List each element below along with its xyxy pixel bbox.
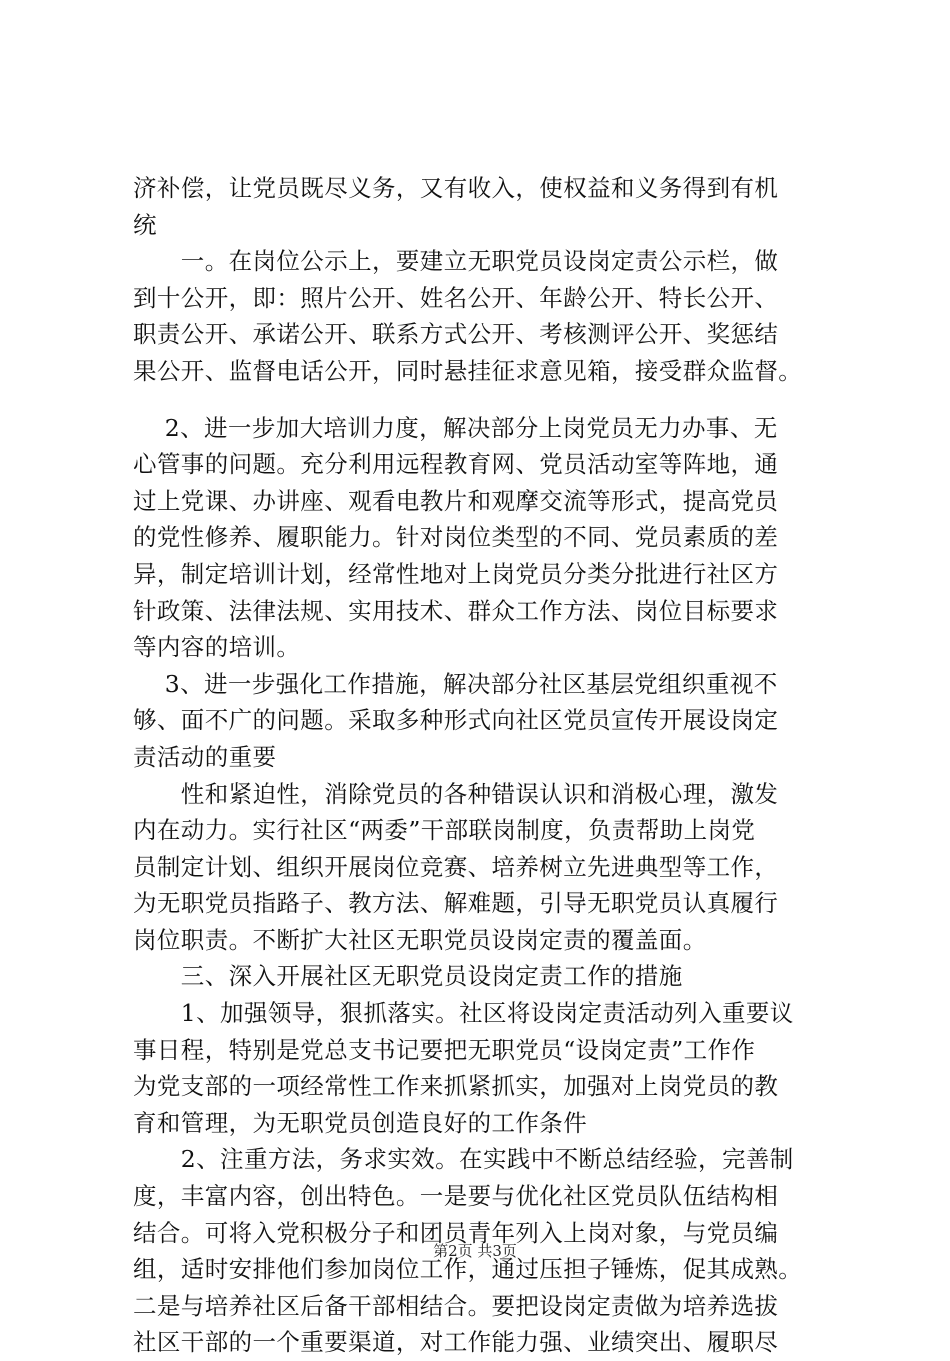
text-line: 1、加强领导，狠抓落实。社区将设岗定责活动列入重要议 [133, 999, 794, 1028]
text-line: 心管事的问题。充分利用远程教育网、党员活动室等阵地，通 [133, 450, 779, 479]
text-line: 度，丰富内容，创出特色。一是要与优化社区党员队伍结构相 [133, 1182, 779, 1211]
paragraph-gap [133, 390, 853, 410]
text-line: 岗位职责。不断扩大社区无职党员设岗定责的覆盖面。 [133, 925, 707, 954]
text-line: 济补偿，让党员既尽义务，又有收入，使权益和义务得到有机 [133, 174, 779, 202]
text-line: 果公开、监督电话公开，同时悬挂征求意见箱，接受群众监督。 [133, 356, 803, 385]
text-line: 三、深入开展社区无职党员设岗定责工作的措施 [133, 962, 683, 991]
text-line: 2、进一步加大培训力度，解决部分上岗党员无力办事、无 [133, 413, 778, 442]
text-line: 结合。可将入党积极分子和团员青年列入上岗对象，与党员编 [133, 1218, 779, 1247]
text-line: 等内容的培训。 [133, 633, 301, 662]
text-line: 组，适时安排他们参加岗位工作，通过压担子锤炼，促其成熟。 [133, 1255, 803, 1284]
text-line: 为党支部的一项经常性工作来抓紧抓实，加强对上岗党员的教 [133, 1072, 779, 1101]
text-line: 员制定计划、组织开展岗位竞赛、培养树立先进典型等工作， [133, 852, 779, 881]
text-line: 责活动的重要 [133, 742, 277, 771]
text-line: 育和管理，为无职党员创造良好的工作条件 [133, 1108, 588, 1137]
text-line: 2、注重方法，务求实效。在实践中不断总结经验，完善制 [133, 1145, 794, 1174]
text-line: 二是与培养社区后备干部相结合。要把设岗定责做为培养选拔 [133, 1291, 779, 1320]
text-line: 社区干部的一个重要渠道，对工作能力强、业绩突出、履职尽 [133, 1328, 779, 1357]
text-line: 统 [133, 210, 157, 239]
text-line: 的党性修养、履职能力。针对岗位类型的不同、党员素质的差 [133, 523, 779, 552]
text-line: 3、进一步强化工作措施，解决部分社区基层党组织重视不 [133, 669, 778, 698]
text-line: 异，制定培训计划，经常性地对上岗党员分类分批进行社区方 [133, 559, 779, 588]
text-line: 到十公开，即：照片公开、姓名公开、年龄公开、特长公开、 [133, 283, 779, 312]
text-line: 过上党课、办讲座、观看电教片和观摩交流等形式，提高党员 [133, 486, 779, 515]
text-line: 针政策、法律法规、实用技术、群众工作方法、岗位目标要求 [133, 596, 779, 625]
text-line: 内在动力。实行社区“两委”干部联岗制度，负责帮助上岗党 [133, 816, 756, 845]
text-line: 职责公开、承诺公开、联系方式公开、考核测评公开、奖惩结 [133, 320, 779, 349]
text-line: 够、面不广的问题。采取多种形式向社区党员宣传开展设岗定 [133, 706, 779, 735]
page-number-footer: 第2页 共3页 [433, 1242, 517, 1260]
text-line: 性和紧迫性，消除党员的各种错误认识和消极心理，激发 [133, 779, 779, 808]
text-line: 为无职党员指路子、教方法、解难题，引导无职党员认真履行 [133, 889, 779, 918]
text-line: 一。在岗位公示上，要建立无职党员设岗定责公示栏，做 [133, 247, 779, 276]
document-body [133, 170, 853, 1361]
text-line: 事日程，特别是党总支书记要把无职党员“设岗定责”工作作 [133, 1035, 756, 1064]
